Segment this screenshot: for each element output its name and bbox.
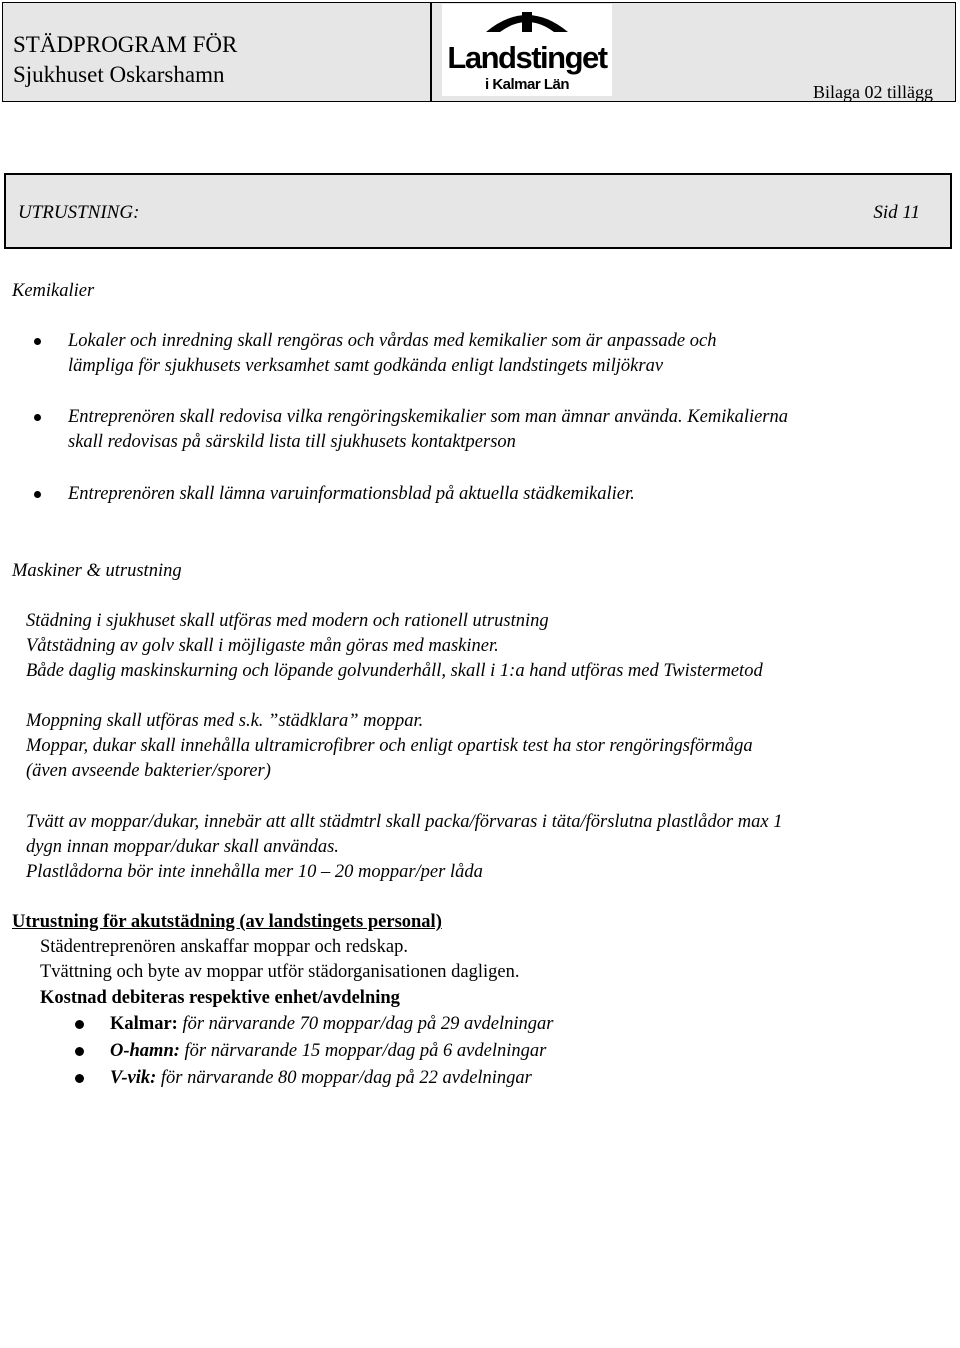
cost-item-ohamn xyxy=(110,1042,546,1061)
kemikalier-heading: Kemikalier xyxy=(12,281,95,301)
cost-item-text: för närvarande 80 moppar/dag på 22 avdelningar xyxy=(156,1068,532,1088)
cost-item-text: för närvarande 70 moppar/dag på 29 avdelningar xyxy=(177,1014,554,1034)
kemikalier-bullet-2-line2: skall redovisas på särskild lista till sjukhusets kontaktperson xyxy=(68,432,516,452)
akut-line: Städentreprenören anskaffar moppar och redskap. xyxy=(40,937,408,957)
cost-item-text: för närvarande 15 moppar/dag på 6 avdelningar xyxy=(179,1041,547,1061)
section-title: UTRUSTNING: xyxy=(18,202,140,223)
maskiner-line: Moppar, dukar skall innehålla ultramicrofibrer och enligt opartisk test ha stor rengöringsförmåga xyxy=(26,736,753,756)
cost-item-label: Kalmar: xyxy=(110,1014,178,1034)
bullet-dot xyxy=(34,491,41,498)
header-title-line2: Sjukhuset Oskarshamn xyxy=(13,62,225,87)
bullet-dot xyxy=(34,414,41,421)
cost-item-label: O-hamn: xyxy=(110,1041,180,1061)
cost-item-label: V-vik: xyxy=(110,1068,157,1088)
akut-line: Tvättning och byte av moppar utför städorganisationen dagligen. xyxy=(40,962,520,982)
maskiner-line: dygn innan moppar/dukar skall användas. xyxy=(26,837,339,857)
header-title-line1: STÄDPROGRAM FÖR xyxy=(13,32,238,57)
header-logo-cell xyxy=(432,3,621,101)
kemikalier-bullet-3-line1: Entreprenören skall lämna varuinformationsblad på aktuella städkemikalier. xyxy=(68,484,635,504)
maskiner-heading: Maskiner & utrustning xyxy=(12,561,182,581)
bullet-dot xyxy=(75,1047,84,1056)
akut-heading: Utrustning för akutstädning (av landstingets personal) xyxy=(12,912,442,932)
header-title-cell xyxy=(3,3,432,101)
bullet-dot xyxy=(34,338,41,345)
cost-item-vvik xyxy=(110,1069,532,1088)
maskiner-line: Våtstädning av golv skall i möjligaste mån göras med maskiner. xyxy=(26,636,499,656)
document-header xyxy=(2,2,956,102)
cost-heading: Kostnad debiteras respektive enhet/avdelning xyxy=(40,988,400,1008)
page-number: Sid 11 xyxy=(873,202,920,223)
logo-text-sub: i Kalmar Län xyxy=(484,76,570,93)
appendix-label: Bilaga 02 tillägg xyxy=(813,82,933,102)
landstinget-logo xyxy=(442,4,612,96)
bullet-dot xyxy=(75,1020,84,1029)
maskiner-line: (även avseende bakterier/sporer) xyxy=(26,761,271,781)
maskiner-line: Plastlådorna bör inte innehålla mer 10 – 20 moppar/per låda xyxy=(26,862,483,882)
maskiner-line: Tvätt av moppar/dukar, innebär att allt städmtrl skall packa/förvaras i täta/förslutna plastlådor max 1 xyxy=(26,812,783,832)
kemikalier-bullet-1-line2: lämpliga för sjukhusets verksamhet samt godkända enligt landstingets miljökrav xyxy=(68,356,664,376)
maskiner-line: Moppning skall utföras med s.k. ”städklara” moppar. xyxy=(26,711,424,731)
section-band xyxy=(4,173,952,249)
maskiner-line: Städning i sjukhuset skall utföras med modern och rationell utrustning xyxy=(26,611,549,631)
logo-text-main: Landstinget xyxy=(447,40,607,75)
kemikalier-bullet-2-line1: Entreprenören skall redovisa vilka rengöringskemikalier som man ämnar använda. Kemikalierna xyxy=(68,407,789,427)
cost-item-kalmar xyxy=(110,1015,553,1034)
kemikalier-bullet-1-line1: Lokaler och inredning skall rengöras och vårdas med kemikalier som är anpassade och xyxy=(68,331,717,351)
maskiner-line: Både daglig maskinskurning och löpande golvunderhåll, skall i 1:a hand utföras med Twistermetod xyxy=(26,661,763,681)
bullet-dot xyxy=(75,1074,84,1083)
